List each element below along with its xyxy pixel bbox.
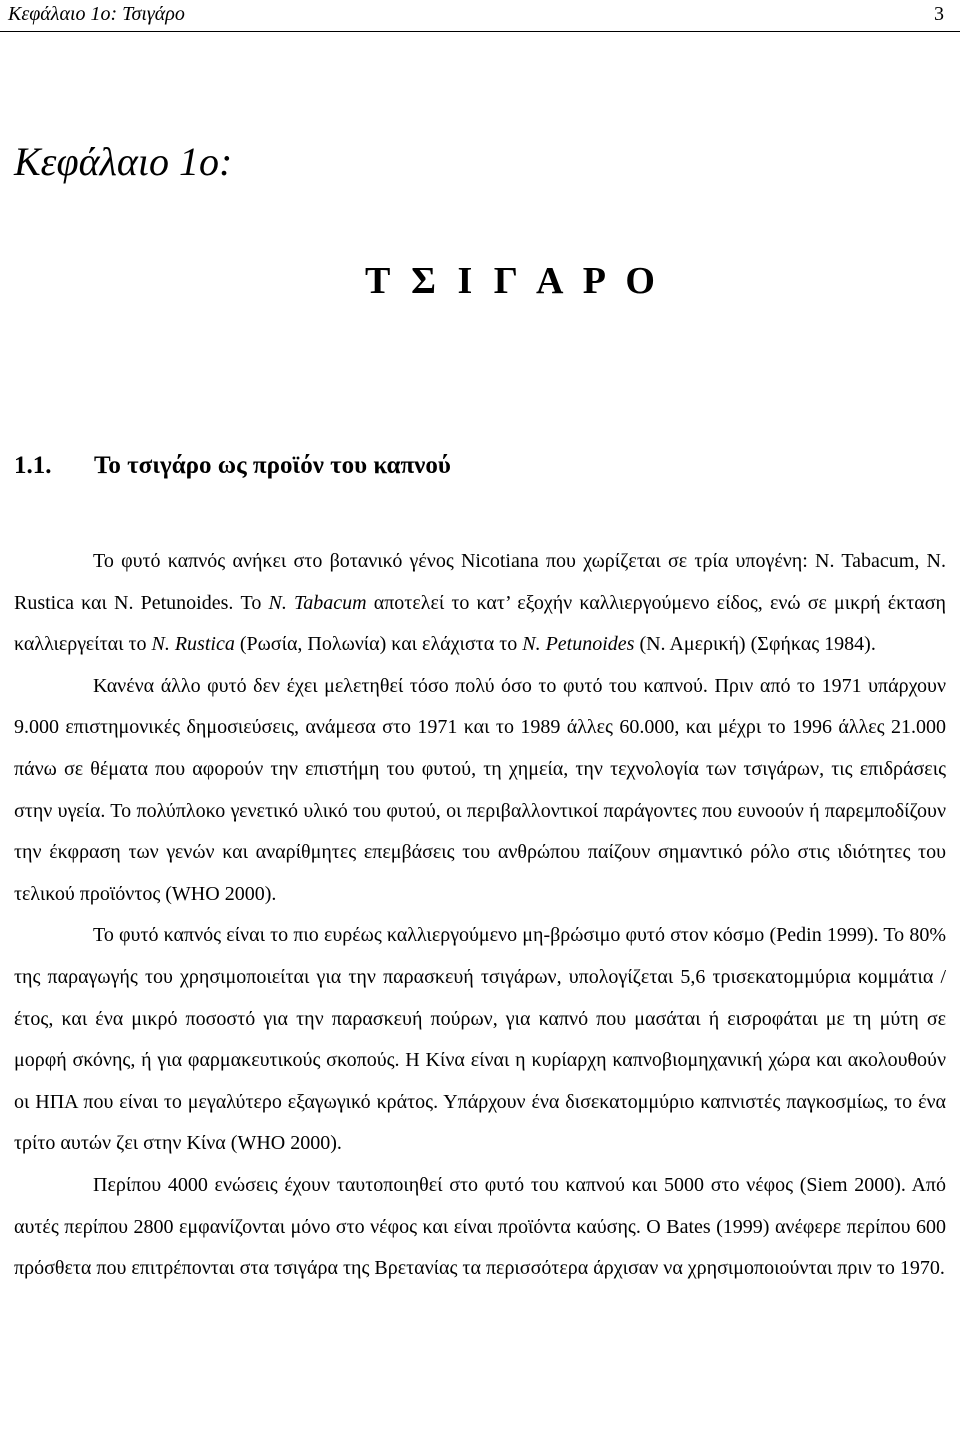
paragraph-1 <box>14 541 946 666</box>
paragraph-4: Περίπου 4000 ενώσεις έχουν ταυτοποιηθεί στο φυτό του καπνού και 5000 στο νέφος (Siem 2000). Από αυτές περίπου 2800 εμφανίζονται μόνο στο νέφος και είναι προϊόντα καύσης. Ο Bates (1999) ανέφερε περίπου 600 πρόσθετα που επιτρέπονται στα τσιγάρα της Βρετανίας τα περισσότερα άρχισαν να χρησιμοποιούνται πριν το 1970. <box>14 1173 946 1280</box>
paragraph-1-text-d: (Ν. Αμερική) (Σφήκας 1984). <box>634 633 876 656</box>
paragraph-2: Κανένα άλλο φυτό δεν έχει μελετηθεί τόσο πολύ όσο το φυτό του καπνού. Πριν από το 1971 υπάρχουν 9.000 επιστημονικές δημοσιεύσεις, ανάμεσα στο 1971 και το 1989 άλλες 60.000, και μέχρι το 1996 άλλες 21.000 πάνω σε θέματα που αφορούν την επιστήμη του φυτού, τη χημεία, την τεχνολογία των τσιγάρων, τις επιδράσεις στην υγεία. Το πολύπλοκο γενετικό υλικό του φυτού, οι περιβαλλοντικοί παράγοντες που ευνοούν ή παρεμποδίζουν την έκφραση των γενών και αναρίθμητες επεμβάσεις του ανθρώπου παίζουν σημαντικό ρόλο στις ιδιότητες του τελικού προϊόντος (WHO 2000). <box>14 674 946 905</box>
page-number: 3 <box>934 3 944 25</box>
chapter-label: Κεφάλαιο 1ο: <box>14 139 233 184</box>
chapter-title: Τ Σ Ι Γ Α Ρ Ο <box>365 260 661 302</box>
page-header <box>0 0 960 32</box>
section-number: 1.1. <box>14 452 52 479</box>
paragraph-1-text-a: Το φυτό καπνός ανήκει στο βοτανικό γένος Nicotiana που χωρίζεται σε τρία υπογένη: N. Tabacum, N. Rustica και N. Petunoides. Το <box>14 550 946 614</box>
paragraph-1-text-c: (Ρωσία, Πολωνία) και ελάχιστα το <box>234 633 523 656</box>
section-heading <box>14 452 451 480</box>
section-title: Το τσιγάρο ως προϊόν του καπνού <box>94 452 451 479</box>
species-petunoides: N. Petunoides <box>522 633 635 656</box>
species-tabacum: N. Tabacum <box>268 591 367 614</box>
paragraph-3: Το φυτό καπνός είναι το πιο ευρέως καλλιεργούμενο μη-βρώσιμο φυτό στον κόσμο (Pedin 1999). Το 80% της παραγωγής του χρησιμοποιείται για την παρασκευή τσιγάρων, υπολογίζεται 5,6 τρισεκατομμύρια κομμάτια / έτος, και ένα μικρό ποσοστό για την παρασκευή πούρων, για καπνό που μασάται ή εισροφάται με τη μύτη σε μορφή σκόνης, ή για φαρμακευτικούς σκοπούς. Η Κίνα είναι η κυρίαρχη καπνοβιομηχανική χώρα και ακολουθούν οι ΗΠΑ που είναι το μεγαλύτερο εξαγωγικό κράτος. Υπάρχουν ένα δισεκατομμύριο καπνιστές παγκοσμίως, το ένα τρίτο αυτών ζει στην Κίνα (WHO 2000). <box>14 924 946 1155</box>
species-rustica: N. Rustica <box>151 633 235 656</box>
body-text <box>14 541 946 1290</box>
running-title: Κεφάλαιο 1ο: Τσιγάρο <box>8 3 185 25</box>
paragraph-1-text-b: αποτελεί το κατ’ εξοχήν καλλιεργούμενο είδος, ενώ σε μικρή έκταση καλλιεργείται το <box>14 591 946 656</box>
header-rule <box>0 31 960 32</box>
